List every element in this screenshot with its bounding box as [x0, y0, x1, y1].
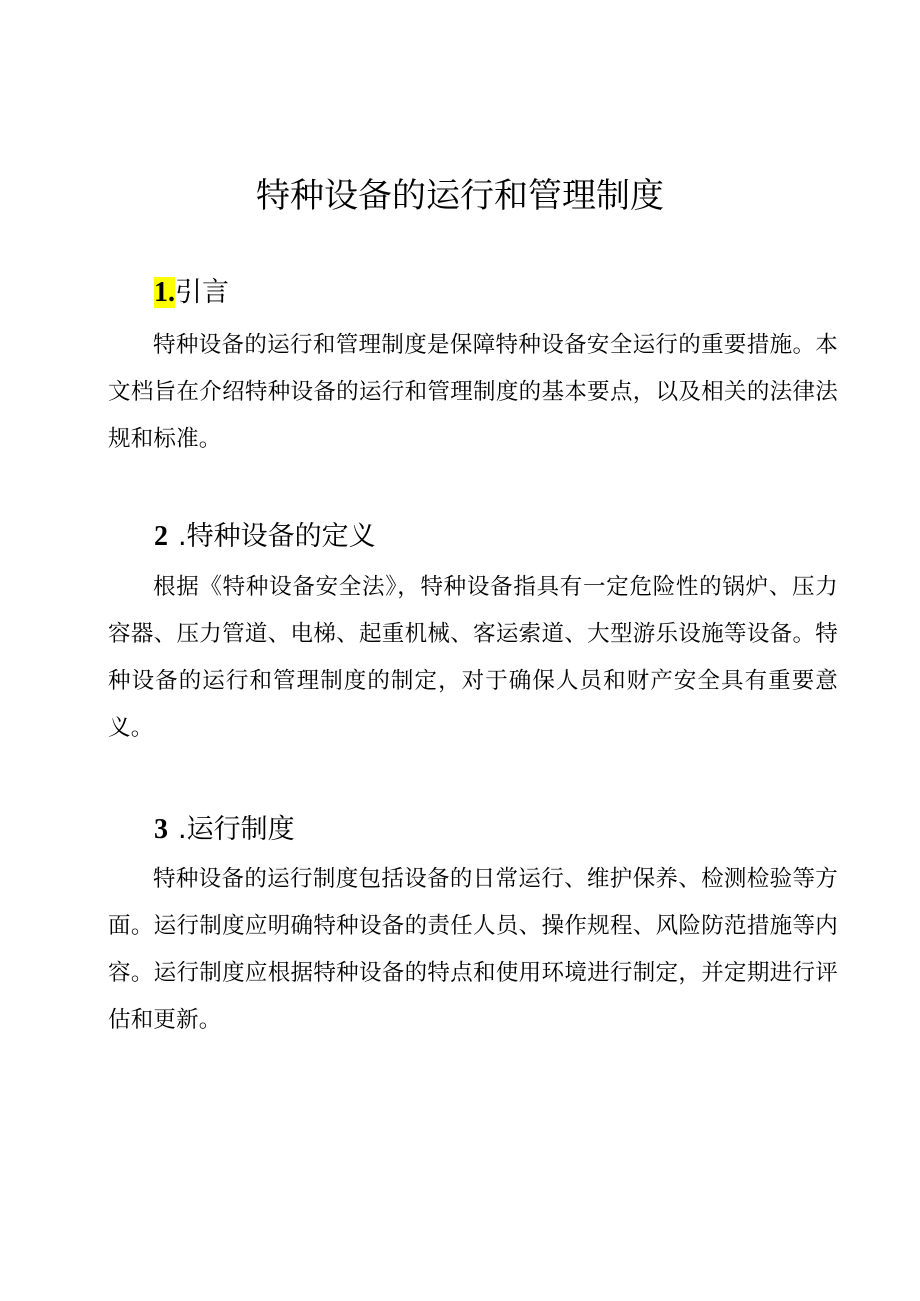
section-body-1: 特种设备的运行和管理制度是保障特种设备安全运行的重要措施。本文档旨在介绍特种设备的运行和管理制度的基本要点，以及相关的法律法规和标准。	[108, 332, 838, 452]
section-title-2: .特种设备的定义	[178, 521, 376, 552]
section-heading-3	[154, 810, 295, 850]
section-body-3: 特种设备的运行制度包括设备的日常运行、维护保养、检测检验等方面。运行制度应明确特种设备的责任人员、操作规程、风险防范措施等内容。运行制度应根据特种设备的特点和使用环境进行制定，并定期进行评估和更新。	[108, 866, 838, 1033]
section-heading-1	[154, 273, 229, 313]
section-number-3: 3	[154, 814, 168, 845]
section-number-2: 2	[154, 521, 168, 552]
section-heading-2	[154, 517, 376, 557]
section-number-1: 1.	[154, 277, 175, 308]
section-title-1: 引言	[175, 277, 229, 308]
section-title-3: .运行制度	[178, 814, 295, 845]
section-body-2: 根据《特种设备安全法》，特种设备指具有一定危险性的锅炉、压力容器、压力管道、电梯、起重机械、客运索道、大型游乐设施等设备。特种设备的运行和管理制度的制定，对于确保人员和财产安全具有重要意义。	[108, 574, 838, 741]
document-title: 特种设备的运行和管理制度	[256, 176, 664, 216]
